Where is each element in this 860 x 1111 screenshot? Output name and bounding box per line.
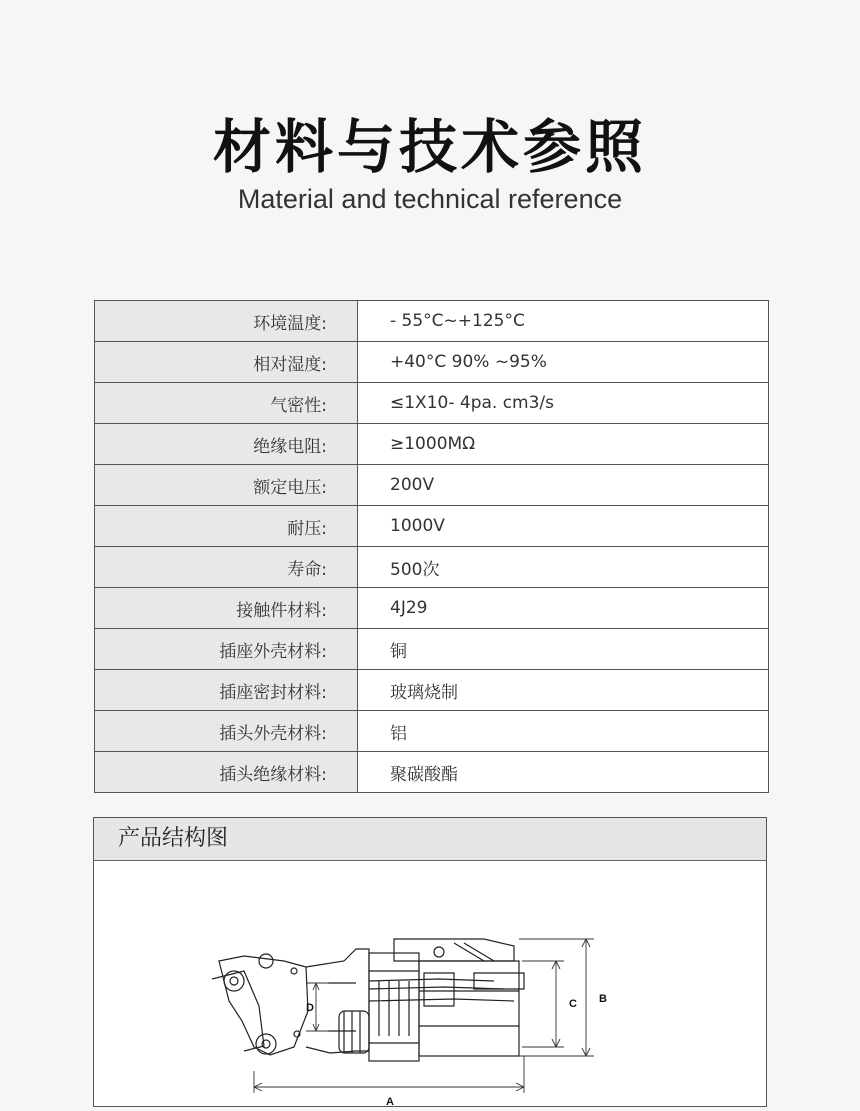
spec-value: ≤1X10- 4pa. cm3/s <box>358 383 769 424</box>
strap-pivot <box>259 954 273 968</box>
spec-value: 4J29 <box>358 588 769 629</box>
spec-row <box>95 711 769 752</box>
spec-value: +40°C 90% ~95% <box>358 342 769 383</box>
spec-label: 插座外壳材料: <box>95 629 358 670</box>
connector-drawing <box>94 861 766 1111</box>
spec-label: 气密性: <box>95 383 358 424</box>
spec-row <box>95 547 769 588</box>
spec-label: 接触件材料: <box>95 588 358 629</box>
spec-label: 插头绝缘材料: <box>95 752 358 793</box>
spec-value: ≥1000MΩ <box>358 424 769 465</box>
spec-label: 插头外壳材料: <box>95 711 358 752</box>
flange-top <box>394 939 514 961</box>
spec-row <box>95 342 769 383</box>
spec-label: 耐压: <box>95 506 358 547</box>
spec-value: 1000V <box>358 506 769 547</box>
strap-hole-bottom <box>256 1034 276 1054</box>
spec-row <box>95 301 769 342</box>
spec-value: 玻璃烧制 <box>358 670 769 711</box>
spec-table <box>94 300 769 793</box>
spec-row <box>95 465 769 506</box>
spec-value: 聚碳酸酯 <box>358 752 769 793</box>
spec-row <box>95 383 769 424</box>
spec-label: 环境温度: <box>95 301 358 342</box>
spec-row <box>95 506 769 547</box>
spec-value: 200V <box>358 465 769 506</box>
dim-label-a: A <box>386 1096 394 1108</box>
spec-label: 插座密封材料: <box>95 670 358 711</box>
spec-label: 额定电压: <box>95 465 358 506</box>
spec-row <box>95 424 769 465</box>
spec-label: 相对湿度: <box>95 342 358 383</box>
spec-row <box>95 670 769 711</box>
spec-value: 铜 <box>358 629 769 670</box>
spec-value: 500次 <box>358 547 769 588</box>
receptacle-body <box>419 961 519 1056</box>
dim-label-d: D <box>306 1002 314 1014</box>
spec-row <box>95 752 769 793</box>
structure-title: 产品结构图 <box>94 818 766 861</box>
page-title: 材料与技术参照 <box>212 113 647 181</box>
structure-panel <box>93 817 767 1107</box>
contact-pins <box>369 973 524 1006</box>
spec-value: - 55°C~+125°C <box>358 301 769 342</box>
dimension-lines <box>254 939 594 1093</box>
spec-label: 绝缘电阻: <box>95 424 358 465</box>
page-subtitle: Material and technical reference <box>237 184 623 214</box>
spec-label: 寿命: <box>95 547 358 588</box>
dim-label-c: C <box>569 998 577 1010</box>
spec-row <box>95 629 769 670</box>
dim-label-b: B <box>599 993 607 1005</box>
spec-row <box>95 588 769 629</box>
spec-value: 铝 <box>358 711 769 752</box>
coupling-nut <box>369 953 419 1061</box>
